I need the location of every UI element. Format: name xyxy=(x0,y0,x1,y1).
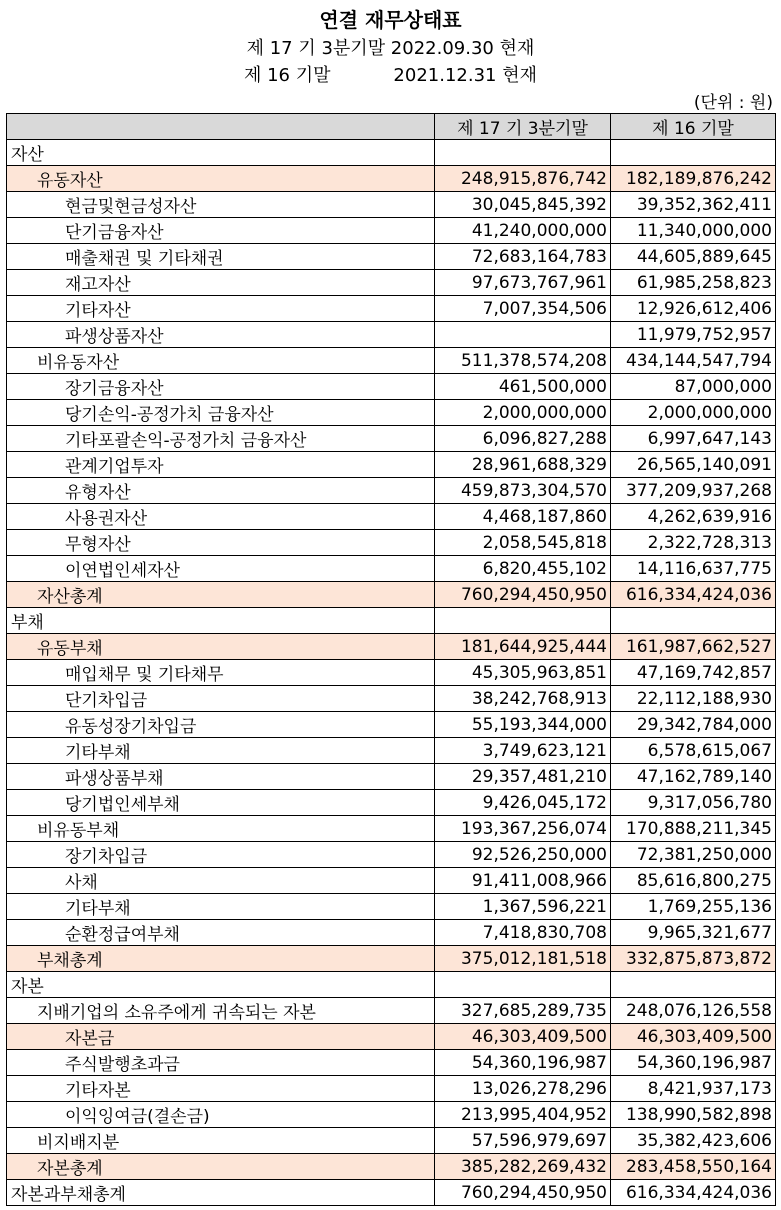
current-period-value: 7,418,830,708 xyxy=(435,920,611,946)
prior-period-value: 9,317,056,780 xyxy=(611,790,776,816)
prior-period-value: 35,382,423,606 xyxy=(611,1128,776,1154)
prior-period-value: 170,888,211,345 xyxy=(611,816,776,842)
table-row xyxy=(7,1154,776,1180)
prior-period-value: 87,000,000 xyxy=(611,374,776,400)
account-label: 장기차입금 xyxy=(7,842,435,868)
prior-period-value: 72,381,250,000 xyxy=(611,842,776,868)
account-label: 자산총계 xyxy=(7,582,435,608)
prior-period-value: 6,578,615,067 xyxy=(611,738,776,764)
prior-period-value xyxy=(611,608,776,634)
prior-period-value: 616,334,424,036 xyxy=(611,1180,776,1206)
account-label: 부채총계 xyxy=(7,946,435,972)
table-row xyxy=(7,842,776,868)
account-label: 순환정급여부채 xyxy=(7,920,435,946)
table-row xyxy=(7,426,776,452)
table-row xyxy=(7,374,776,400)
prior-period-value: 1,769,255,136 xyxy=(611,894,776,920)
table-row xyxy=(7,764,776,790)
prior-period-value: 377,209,937,268 xyxy=(611,478,776,504)
account-label: 기타자본 xyxy=(7,1076,435,1102)
prior-period-value: 4,262,639,916 xyxy=(611,504,776,530)
table-row xyxy=(7,504,776,530)
prior-period-value: 44,605,889,645 xyxy=(611,244,776,270)
table-row xyxy=(7,1076,776,1102)
current-period-value: 6,820,455,102 xyxy=(435,556,611,582)
account-label: 유동부채 xyxy=(7,634,435,660)
table-row xyxy=(7,1180,776,1206)
account-label: 매입채무 및 기타채무 xyxy=(7,660,435,686)
table-row xyxy=(7,946,776,972)
prior-period-value: 54,360,196,987 xyxy=(611,1050,776,1076)
account-label: 당기법인세부채 xyxy=(7,790,435,816)
account-label: 유형자산 xyxy=(7,478,435,504)
table-row xyxy=(7,634,776,660)
account-label: 자본 xyxy=(7,972,435,998)
current-period-value: 57,596,979,697 xyxy=(435,1128,611,1154)
current-period-value: 7,007,354,506 xyxy=(435,296,611,322)
current-period-value: 461,500,000 xyxy=(435,374,611,400)
current-period-value: 2,000,000,000 xyxy=(435,400,611,426)
account-label: 자본총계 xyxy=(7,1154,435,1180)
table-row xyxy=(7,296,776,322)
current-period-value: 45,305,963,851 xyxy=(435,660,611,686)
table-row xyxy=(7,1102,776,1128)
current-period-value: 41,240,000,000 xyxy=(435,218,611,244)
account-label: 파생상품부채 xyxy=(7,764,435,790)
account-label: 기타자산 xyxy=(7,296,435,322)
current-period-value: 91,411,008,966 xyxy=(435,868,611,894)
current-period-value: 30,045,845,392 xyxy=(435,192,611,218)
prior-period-value: 11,979,752,957 xyxy=(611,322,776,348)
account-label: 무형자산 xyxy=(7,530,435,556)
account-label: 유동자산 xyxy=(7,166,435,192)
account-label: 기타부채 xyxy=(7,894,435,920)
account-label: 사용권자산 xyxy=(7,504,435,530)
table-row xyxy=(7,192,776,218)
account-label: 자본과부채총계 xyxy=(7,1180,435,1206)
current-period-value: 1,367,596,221 xyxy=(435,894,611,920)
prior-period-value: 6,997,647,143 xyxy=(611,426,776,452)
prior-period-value: 85,616,800,275 xyxy=(611,868,776,894)
prior-period-value: 2,000,000,000 xyxy=(611,400,776,426)
prior-period-value: 434,144,547,794 xyxy=(611,348,776,374)
current-period-value: 760,294,450,950 xyxy=(435,1180,611,1206)
current-period-value: 55,193,344,000 xyxy=(435,712,611,738)
prior-period-value: 8,421,937,173 xyxy=(611,1076,776,1102)
current-period-value: 28,961,688,329 xyxy=(435,452,611,478)
table-row xyxy=(7,530,776,556)
prior-period-value: 46,303,409,500 xyxy=(611,1024,776,1050)
account-label: 사채 xyxy=(7,868,435,894)
prior-period-value: 161,987,662,527 xyxy=(611,634,776,660)
table-row xyxy=(7,868,776,894)
current-period-value: 46,303,409,500 xyxy=(435,1024,611,1050)
table-row xyxy=(7,920,776,946)
table-row xyxy=(7,608,776,634)
prior-period-value: 39,352,362,411 xyxy=(611,192,776,218)
current-period-value: 38,242,768,913 xyxy=(435,686,611,712)
table-row xyxy=(7,790,776,816)
account-label: 지배기업의 소유주에게 귀속되는 자본 xyxy=(7,998,435,1024)
account-label: 단기차입금 xyxy=(7,686,435,712)
account-label: 이연법인세자산 xyxy=(7,556,435,582)
current-period-value: 511,378,574,208 xyxy=(435,348,611,374)
prior-period-value xyxy=(611,140,776,166)
table-row xyxy=(7,738,776,764)
account-label: 비유동부채 xyxy=(7,816,435,842)
prior-period-value xyxy=(611,972,776,998)
table-header-row xyxy=(7,114,776,140)
account-label: 매출채권 및 기타채권 xyxy=(7,244,435,270)
account-label: 부채 xyxy=(7,608,435,634)
current-period-value: 213,995,404,952 xyxy=(435,1102,611,1128)
account-label: 이익잉여금(결손금) xyxy=(7,1102,435,1128)
current-period-value: 385,282,269,432 xyxy=(435,1154,611,1180)
prior-period-value: 182,189,876,242 xyxy=(611,166,776,192)
account-label: 기타포괄손익-공정가치 금융자산 xyxy=(7,426,435,452)
current-period-value: 97,673,767,961 xyxy=(435,270,611,296)
account-label: 파생상품자산 xyxy=(7,322,435,348)
balance-sheet-table xyxy=(6,113,776,1206)
account-label: 재고자산 xyxy=(7,270,435,296)
prior-period-value: 2,322,728,313 xyxy=(611,530,776,556)
current-period-value: 9,426,045,172 xyxy=(435,790,611,816)
current-period-value: 72,683,164,783 xyxy=(435,244,611,270)
table-row xyxy=(7,660,776,686)
table-row xyxy=(7,556,776,582)
account-label: 비지배지분 xyxy=(7,1128,435,1154)
prior-period-value: 616,334,424,036 xyxy=(611,582,776,608)
table-row xyxy=(7,816,776,842)
prior-period-value: 61,985,258,823 xyxy=(611,270,776,296)
table-row xyxy=(7,1024,776,1050)
table-row xyxy=(7,218,776,244)
table-body xyxy=(7,140,776,1206)
account-label: 장기금융자산 xyxy=(7,374,435,400)
table-row xyxy=(7,244,776,270)
header-current-period: 제 17 기 3분기말 xyxy=(435,114,611,140)
current-period-value: 181,644,925,444 xyxy=(435,634,611,660)
account-label: 현금및현금성자산 xyxy=(7,192,435,218)
prior-period-value: 332,875,873,872 xyxy=(611,946,776,972)
table-row xyxy=(7,998,776,1024)
unit-label: (단위 : 원) xyxy=(693,93,773,113)
table-row xyxy=(7,894,776,920)
table-row xyxy=(7,478,776,504)
table-row xyxy=(7,1128,776,1154)
prior-period-value: 248,076,126,558 xyxy=(611,998,776,1024)
current-period-value: 327,685,289,735 xyxy=(435,998,611,1024)
current-period-value: 92,526,250,000 xyxy=(435,842,611,868)
current-period-value: 29,357,481,210 xyxy=(435,764,611,790)
prior-period-value: 12,926,612,406 xyxy=(611,296,776,322)
current-period-value: 3,749,623,121 xyxy=(435,738,611,764)
current-period-value: 4,468,187,860 xyxy=(435,504,611,530)
current-period-value: 54,360,196,987 xyxy=(435,1050,611,1076)
current-period-value xyxy=(435,140,611,166)
table-row xyxy=(7,712,776,738)
prior-period-value: 26,565,140,091 xyxy=(611,452,776,478)
account-label: 관계기업투자 xyxy=(7,452,435,478)
prior-period-value: 283,458,550,164 xyxy=(611,1154,776,1180)
header-prior-period: 제 16 기말 xyxy=(611,114,776,140)
current-period-label: 제 17 기 3분기말 2022.09.30 현재 xyxy=(246,38,535,59)
table-row xyxy=(7,322,776,348)
statement-title: 연결 재무상태표 xyxy=(319,8,462,32)
prior-period-value: 14,116,637,775 xyxy=(611,556,776,582)
account-label: 자본금 xyxy=(7,1024,435,1050)
current-period-value xyxy=(435,972,611,998)
current-period-value: 248,915,876,742 xyxy=(435,166,611,192)
prior-period-label: 제 16 기말 2021.12.31 현재 xyxy=(243,65,537,86)
table-row xyxy=(7,270,776,296)
prior-period-value: 22,112,188,930 xyxy=(611,686,776,712)
account-label: 당기손익-공정가치 금융자산 xyxy=(7,400,435,426)
table-row xyxy=(7,400,776,426)
prior-period-value: 9,965,321,677 xyxy=(611,920,776,946)
table-row xyxy=(7,686,776,712)
current-period-value: 6,096,827,288 xyxy=(435,426,611,452)
current-period-value: 13,026,278,296 xyxy=(435,1076,611,1102)
account-label: 유동성장기차입금 xyxy=(7,712,435,738)
prior-period-value: 29,342,784,000 xyxy=(611,712,776,738)
current-period-value xyxy=(435,608,611,634)
account-label: 단기금융자산 xyxy=(7,218,435,244)
account-label: 주식발행초과금 xyxy=(7,1050,435,1076)
prior-period-value: 47,162,789,140 xyxy=(611,764,776,790)
account-label: 자산 xyxy=(7,140,435,166)
account-label: 비유동자산 xyxy=(7,348,435,374)
current-period-value xyxy=(435,322,611,348)
prior-period-value: 47,169,742,857 xyxy=(611,660,776,686)
table-row xyxy=(7,1050,776,1076)
current-period-value: 2,058,545,818 xyxy=(435,530,611,556)
table-row xyxy=(7,972,776,998)
current-period-value: 760,294,450,950 xyxy=(435,582,611,608)
table-row xyxy=(7,166,776,192)
prior-period-value: 138,990,582,898 xyxy=(611,1102,776,1128)
header-account xyxy=(7,114,435,140)
current-period-value: 193,367,256,074 xyxy=(435,816,611,842)
prior-period-value: 11,340,000,000 xyxy=(611,218,776,244)
table-row xyxy=(7,140,776,166)
current-period-value: 375,012,181,518 xyxy=(435,946,611,972)
table-row xyxy=(7,582,776,608)
account-label: 기타부채 xyxy=(7,738,435,764)
table-row xyxy=(7,348,776,374)
current-period-value: 459,873,304,570 xyxy=(435,478,611,504)
table-row xyxy=(7,452,776,478)
